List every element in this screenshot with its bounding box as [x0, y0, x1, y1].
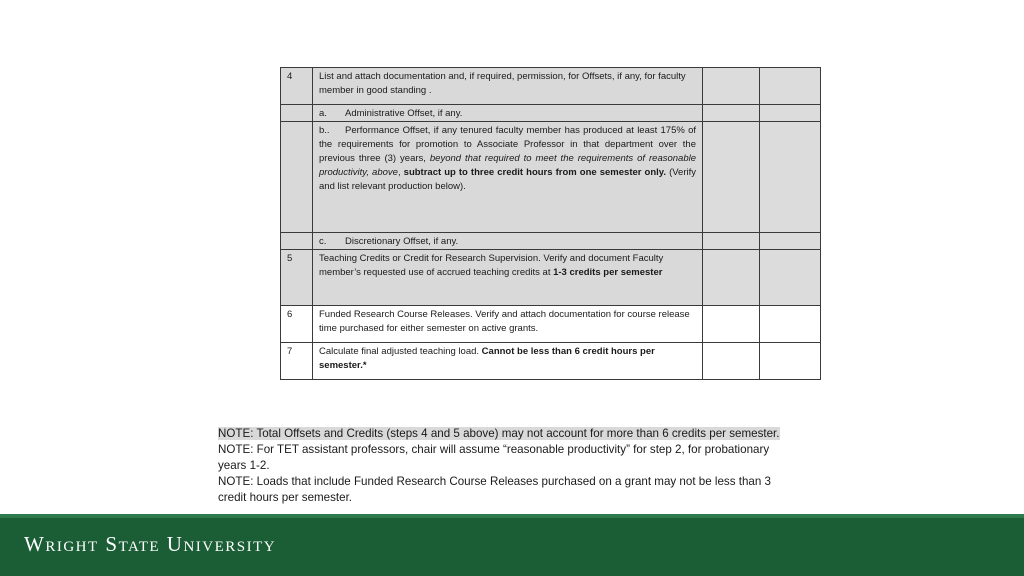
note-line: NOTE: Loads that include Funded Research Course Releases purchased on a grant may not be less than 3 credit hours per semester.	[218, 475, 771, 504]
table-row	[281, 306, 821, 343]
note-line: NOTE: For TET assistant professors, chair will assume “reasonable productivity” for step 2, for probationary years 1-2.	[218, 443, 770, 472]
row-number	[281, 105, 313, 122]
blank-cell	[760, 250, 821, 306]
item-text: Performance Offset, if any tenured faculty member has produced at least 175% of the requirements for promotion to Associate Professor in that department over the previous three (3) years,	[319, 125, 696, 164]
blank-cell	[760, 233, 821, 250]
table-row	[281, 68, 821, 105]
table-row	[281, 122, 821, 233]
row-number: 6	[281, 306, 313, 343]
notes-block	[218, 426, 798, 506]
row-text	[313, 105, 703, 122]
row-text	[313, 343, 703, 380]
blank-cell	[703, 233, 760, 250]
blank-cell	[760, 105, 821, 122]
item-text: (Verify and list relevant production below).	[319, 167, 696, 192]
row-number: 5	[281, 250, 313, 306]
blank-cell	[703, 105, 760, 122]
row-text	[313, 233, 703, 250]
item-text: Calculate final adjusted teaching load.	[319, 346, 482, 357]
item-label: b..	[319, 125, 330, 136]
row-number: 7	[281, 343, 313, 380]
offsets-table	[280, 67, 821, 380]
row-number	[281, 122, 313, 233]
blank-cell	[760, 68, 821, 105]
row-text	[313, 250, 703, 306]
blank-cell	[760, 122, 821, 233]
row-text: List and attach documentation and, if required, permission, for Offsets, if any, for faculty member in good standing .	[313, 68, 703, 105]
blank-cell	[760, 306, 821, 343]
bold-text: Cannot be less than 6 credit hours per semester.*	[319, 346, 655, 371]
item-text: Administrative Offset, if any.	[345, 108, 463, 119]
blank-cell	[760, 343, 821, 380]
italic-text: beyond that required to meet the requirements of reasonable productivity, above	[319, 153, 697, 178]
table-row	[281, 105, 821, 122]
blank-cell	[703, 250, 760, 306]
blank-cell	[703, 68, 760, 105]
table-row	[281, 233, 821, 250]
table-row	[281, 250, 821, 306]
blank-cell	[703, 122, 760, 233]
note-line	[218, 426, 798, 442]
row-number	[281, 233, 313, 250]
note-text: NOTE: Total Offsets and Credits (steps 4 and 5 above) may not account for more than 6 credits per semester.	[218, 427, 780, 440]
blank-cell	[703, 306, 760, 343]
bold-text: subtract up to three credit hours from one semester only.	[403, 167, 666, 178]
university-logo: Wright State University	[24, 532, 277, 556]
blank-cell	[703, 343, 760, 380]
row-text: Funded Research Course Releases. Verify and attach documentation for course release time purchased for either semester on active grants.	[313, 306, 703, 343]
footer-stripe	[0, 514, 1024, 518]
table-row	[281, 343, 821, 380]
row-number: 4	[281, 68, 313, 105]
footer-bar	[0, 514, 1024, 576]
item-text: ,	[397, 167, 404, 178]
item-label: a.	[319, 108, 327, 119]
row-text	[313, 122, 703, 233]
bold-text: 1-3 credits per semester	[553, 267, 663, 278]
item-text: Teaching Credits or Credit for Research Supervision. Verify and document Faculty member’s requested use of accrued teaching credits at	[319, 253, 664, 278]
item-label: c.	[319, 236, 327, 247]
item-text: Discretionary Offset, if any.	[345, 236, 459, 247]
